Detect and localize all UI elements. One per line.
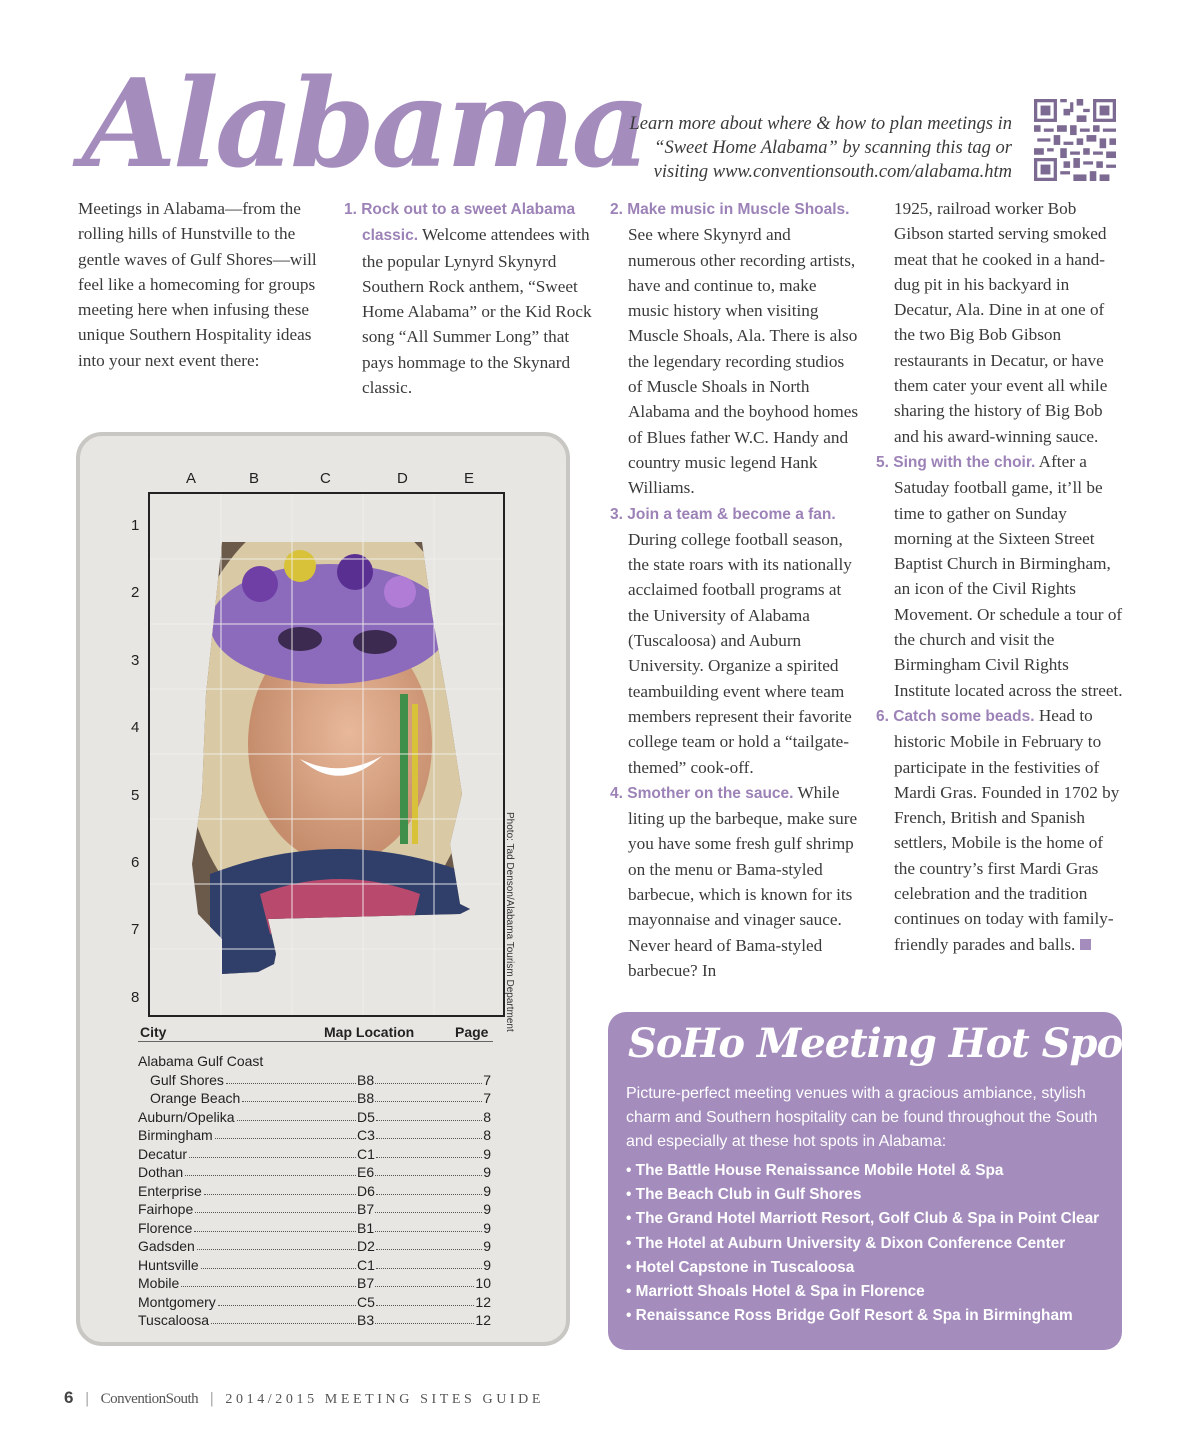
header-page: Page <box>455 1024 489 1040</box>
leader-dots <box>375 1323 474 1324</box>
map-location: C1 <box>357 1256 375 1273</box>
city-name: Birmingham <box>138 1127 213 1143</box>
tip-continuation: 1925, railroad worker Bob Gibson started serving smoked meat that he cooked in a hand-dug pit in his backyard in Decatur, Ala. Dine in at one of the two Big Bob Gibson restaurants in Decatur, or have them cater your event all while sharing the history of Big Bob and his award-winning sauce. <box>894 199 1108 446</box>
leader-dots <box>226 1083 356 1084</box>
leader-dots <box>375 1231 482 1232</box>
leader-dots <box>375 1286 474 1287</box>
page-ref: 10 <box>475 1275 491 1291</box>
map-location: C1 <box>357 1145 375 1162</box>
leader-dots <box>376 1157 482 1158</box>
city-name: Orange Beach <box>150 1090 241 1106</box>
table-row <box>138 1311 493 1329</box>
page-ref: 7 <box>483 1071 491 1088</box>
promo-line: Learn more about where & how to plan meetings in <box>629 114 1012 134</box>
alabama-map-photo <box>150 494 503 1015</box>
city-name: Decatur <box>138 1145 188 1162</box>
footer-separator: | <box>85 1390 89 1407</box>
leader-dots <box>195 1212 356 1213</box>
page-ref: 9 <box>483 1201 491 1217</box>
leader-dots <box>194 1231 356 1232</box>
photo-credit: Photo: Tad Denson/Alabama Tourism Department <box>504 812 515 1032</box>
city-name: Fairhope <box>138 1201 194 1217</box>
tip-text: After a Satuday football game, it’ll be time to gather on Sunday morning at the Sixteen Street Baptist Church in Birmingham, an icon of the Civil Rights Movement. Or schedule a tour of the church and visit the Birmingham Civil Rights Institute located across the street. <box>894 451 1123 700</box>
intro-paragraph: Meetings in Alabama—from the rolling hills of Hunstville to the gentle waves of Gulf Shores—will feel like a homecoming for groups meeting here when infusing these unique Southern Hospitality ideas into your next event there: <box>78 199 317 370</box>
venue-list <box>626 1159 1116 1328</box>
leader-dots <box>204 1194 356 1195</box>
venue-item: • Hotel Capstone in Tuscaloosa <box>626 1258 855 1276</box>
leader-dots <box>375 1175 482 1176</box>
column-2 <box>344 196 594 400</box>
table-row <box>138 1219 493 1237</box>
leader-dots <box>197 1249 356 1250</box>
table-group-label: Alabama Gulf Coast <box>138 1053 264 1069</box>
header-location: Map Location <box>324 1024 415 1040</box>
grid-column-label: C <box>320 470 331 487</box>
city-name: Auburn/Opelika <box>138 1108 235 1125</box>
tip-item <box>610 780 860 983</box>
page-title: Alabama <box>82 51 647 195</box>
page-ref: 9 <box>483 1238 491 1254</box>
grid-column-label: A <box>186 470 197 487</box>
map-location: B8 <box>357 1090 375 1106</box>
venue-item: • The Beach Club in Gulf Shores <box>626 1186 862 1204</box>
city-name: Huntsville <box>138 1256 199 1273</box>
table-row <box>138 1293 493 1311</box>
leader-dots <box>189 1157 356 1158</box>
map-location: C3 <box>357 1127 375 1143</box>
grid-row-label: 2 <box>131 584 140 601</box>
map-location: B1 <box>357 1219 375 1236</box>
soho-title: SoHo Meeting Hot Spots <box>628 1020 1162 1067</box>
qr-code-icon[interactable] <box>1034 99 1116 181</box>
city-name: Montgomery <box>138 1293 216 1310</box>
table-row <box>138 1108 493 1126</box>
venue-item: • The Grand Hotel Marriott Resort, Golf Club & Spa in Point Clear <box>626 1210 1100 1228</box>
leader-dots <box>376 1120 482 1121</box>
leader-dots <box>211 1323 356 1324</box>
page-ref: 9 <box>483 1182 491 1199</box>
page-ref: 9 <box>483 1256 491 1273</box>
leader-dots <box>237 1120 356 1121</box>
tip-heading: 3. Join a team & become a fan. <box>610 505 836 523</box>
grid-row-label: 6 <box>131 854 140 871</box>
page-ref: 9 <box>483 1164 491 1180</box>
map-grid <box>148 492 505 1017</box>
table-row <box>138 1089 493 1107</box>
tip-item <box>344 196 594 400</box>
tip-heading: 2. Make music in Muscle Shoals. <box>610 201 850 218</box>
page-ref: 9 <box>483 1145 491 1162</box>
map-location: B7 <box>357 1275 375 1291</box>
page-ref: 12 <box>475 1293 491 1310</box>
map-location: D2 <box>357 1238 375 1254</box>
table-row <box>138 1126 493 1144</box>
page-ref: 9 <box>483 1219 491 1236</box>
city-name: Gulf Shores <box>150 1071 224 1088</box>
grid-column-label: E <box>464 470 475 487</box>
tip-item <box>610 501 860 780</box>
table-row <box>138 1071 493 1089</box>
page-ref: 8 <box>483 1108 491 1125</box>
grid-row-label: 4 <box>131 719 140 736</box>
leader-dots <box>215 1138 356 1139</box>
promo-line: “Sweet Home Alabama” by scanning this tag or <box>654 138 1012 158</box>
intro-column <box>78 196 328 373</box>
tip-text: Welcome attendees with the popular Lynyrd Skynyrd Southern Rock anthem, “Sweet Home Alabama” or the Kid Rock song “All Summer Long” that pays hommage to the Skynard classic. <box>362 225 592 398</box>
tip-heading: 6. Catch some beads. <box>876 707 1035 725</box>
city-name: Enterprise <box>138 1182 202 1199</box>
table-row <box>138 1200 493 1218</box>
leader-dots <box>376 1249 482 1250</box>
tip-heading: 4. Smother on the sauce. <box>610 784 794 802</box>
leader-dots <box>218 1305 356 1306</box>
tip-text: See where Skynyrd and numerous other recording artists, have and continue to, make music history when visiting Muscle Shoals, Ala. There is also the legendary recording studios of Muscle Shoals in North Alabama and the boyhood homes of Blues father W.C. Handy and country music legend Hank Williams. <box>628 225 859 498</box>
table-row <box>138 1182 493 1200</box>
city-name: Dothan <box>138 1164 184 1180</box>
venue-item: • Renaissance Ross Bridge Golf Resort & Spa in Birmingham <box>626 1307 1073 1325</box>
page-ref: 7 <box>483 1090 491 1106</box>
table-row <box>138 1256 493 1274</box>
footer-separator: | <box>210 1390 214 1407</box>
tip-text: Head to historic Mobile in February to participate in the festivities of Mardi Gras. Founded in 1702 by French, British and Spanish settlers, Mobile is the home of the country’s first Mardi Gras celebration and the tradition continues on today with family-friendly parades and balls. <box>894 705 1120 954</box>
table-row <box>138 1237 493 1255</box>
map-location: D5 <box>357 1108 375 1125</box>
page-footer <box>64 1388 544 1408</box>
city-name: Mobile <box>138 1275 180 1291</box>
guide-title: 2014/2015 MEETING SITES GUIDE <box>225 1392 545 1407</box>
city-name: Florence <box>138 1219 193 1236</box>
leader-dots <box>375 1212 482 1213</box>
location-table-header <box>138 1024 493 1042</box>
leader-dots <box>376 1194 482 1195</box>
tip-item <box>876 703 1126 957</box>
soho-intro: Picture-perfect meeting venues with a gracious ambiance, stylish charm and Southern hospitality can be found throughout the South and especially at these hot spots in Alabama: <box>626 1085 1098 1150</box>
table-row <box>138 1145 493 1163</box>
leader-dots <box>375 1101 482 1102</box>
grid-row-label: 7 <box>131 921 140 938</box>
tip-item <box>610 196 860 501</box>
tip-text: During college football season, the state roars with its nationally acclaimed football programs at the University of Alabama (Tuscaloosa) and Auburn University. Organize a spirited teambuilding event where team members represent their favorite college team or hold a “tailgate-themed” cook-off. <box>628 529 852 777</box>
grid-column-label: B <box>249 470 260 487</box>
tip-heading: 1. Rock out to a sweet Alabama classic. <box>344 201 576 245</box>
venue-item: • Marriott Shoals Hotel & Spa in Florence <box>626 1283 925 1301</box>
publication-name: ConventionSouth <box>100 1391 199 1407</box>
venue-item: • The Battle House Renaissance Mobile Hotel & Spa <box>626 1162 1004 1179</box>
city-name: Tuscaloosa <box>138 1312 210 1328</box>
page-ref: 8 <box>483 1127 491 1143</box>
column-3 <box>610 196 860 983</box>
grid-row-label: 8 <box>131 989 140 1006</box>
page-ref: 12 <box>475 1312 491 1328</box>
venue-item: • The Hotel at Auburn University & Dixon Conference Center <box>626 1234 1066 1252</box>
map-location: B7 <box>357 1201 375 1217</box>
leader-dots <box>376 1305 474 1306</box>
map-location: E6 <box>357 1164 375 1180</box>
grid-column-label: D <box>397 470 408 487</box>
end-mark-icon <box>1080 939 1091 950</box>
page-number: 6 <box>64 1388 74 1407</box>
header-city: City <box>140 1024 167 1040</box>
grid-row-label: 3 <box>131 652 140 669</box>
grid-row-label: 1 <box>131 517 140 534</box>
leader-dots <box>375 1083 482 1084</box>
grid-row-label: 5 <box>131 787 140 804</box>
promo-text <box>560 112 1012 184</box>
leader-dots <box>181 1286 356 1287</box>
leader-dots <box>242 1101 356 1102</box>
city-name: Gadsden <box>138 1238 195 1254</box>
leader-dots <box>376 1268 482 1269</box>
table-row <box>138 1163 493 1181</box>
leader-dots <box>201 1268 356 1269</box>
leader-dots <box>376 1138 482 1139</box>
map-location: B3 <box>357 1312 375 1328</box>
column-4 <box>876 196 1126 957</box>
tip-item <box>876 449 1126 703</box>
promo-line[interactable]: visiting www.conventionsouth.com/alabama.htm <box>653 162 1012 182</box>
table-row <box>138 1274 493 1292</box>
map-location: D6 <box>357 1182 375 1199</box>
tip-heading: 5. Sing with the choir. <box>876 453 1036 471</box>
map-location: B8 <box>357 1071 375 1088</box>
tip-text: While liting up the barbeque, make sure you have some fresh gulf shrimp on the menu or Bama-styled barbecue, which is known for its mayonnaise and vinager sauce. Never heard of Bama-styled barbecue? In <box>628 782 858 980</box>
map-location: C5 <box>357 1293 375 1310</box>
leader-dots <box>185 1175 356 1176</box>
